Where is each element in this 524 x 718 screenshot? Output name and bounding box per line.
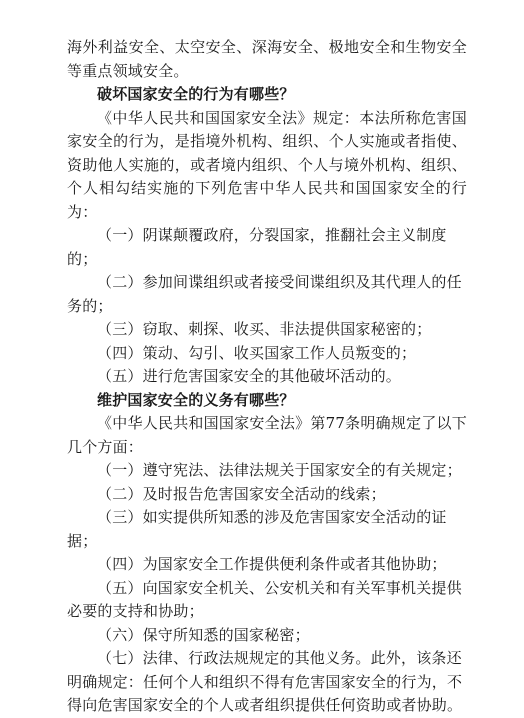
section1-item-1: （一）阴谋颠覆政府，分裂国家，推翻社会主义制度的； xyxy=(67,226,447,268)
section1-item-2: （二）参加间谍组织或者接受间谍组织及其代理人的任务的； xyxy=(67,273,462,315)
document-page xyxy=(67,36,467,718)
section2-item-7: （七）法律、行政法规规定的其他义务。此外，该条还明确规定：任何个人和组织不得有危害国家安全的行为，不得向危害国家安全的个人或者组织提供任何资助或者协助。 xyxy=(67,649,463,714)
section2-item-2: （二）及时报告危害国家安全活动的线索； xyxy=(97,484,386,503)
section2-lead-paragraph: 《中华人民共和国国家安全法》第77条明确规定了以下几个方面： xyxy=(67,414,467,456)
section2-item-1: （一）遵守宪法、法律法规关于国家安全的有关规定； xyxy=(97,461,462,479)
section1-item-5: （五）进行危害国家安全的其他破坏活动的。 xyxy=(97,367,402,385)
section-heading-obligations: 维护国家安全的义务有哪些？ xyxy=(97,390,295,409)
section1-lead-paragraph: 《中华人民共和国国家安全法》规定：本法所称危害国家安全的行为，是指境外机构、组织、个人实施或者指使、资助他人实施的，或者境内组织、个人与境外机构、组织、个人相勾结实施的下列危害中华人民共和国国家安全的行为： xyxy=(67,108,467,221)
section2-item-5: （五）向国家安全机关、公安机关和有关军事机关提供必要的支持和协助； xyxy=(67,578,462,620)
section2-item-3: （三）如实提供所知悉的涉及危害国家安全活动的证据； xyxy=(67,508,447,550)
section-heading-destructive-acts: 破坏国家安全的行为有哪些？ xyxy=(97,85,295,103)
section1-item-3: （三）窃取、刺探、收买、非法提供国家秘密的； xyxy=(97,320,432,338)
section2-item-4: （四）为国家安全工作提供便利条件或者其他协助； xyxy=(97,555,447,573)
section1-item-4: （四）策动、勾引、收买国家工作人员叛变的； xyxy=(97,343,417,362)
intro-paragraph: 海外利益安全、太空安全、深海安全、极地安全和生物安全等重点领域安全。 xyxy=(67,38,467,80)
section2-item-6: （六）保守所知悉的国家秘密； xyxy=(97,625,310,644)
